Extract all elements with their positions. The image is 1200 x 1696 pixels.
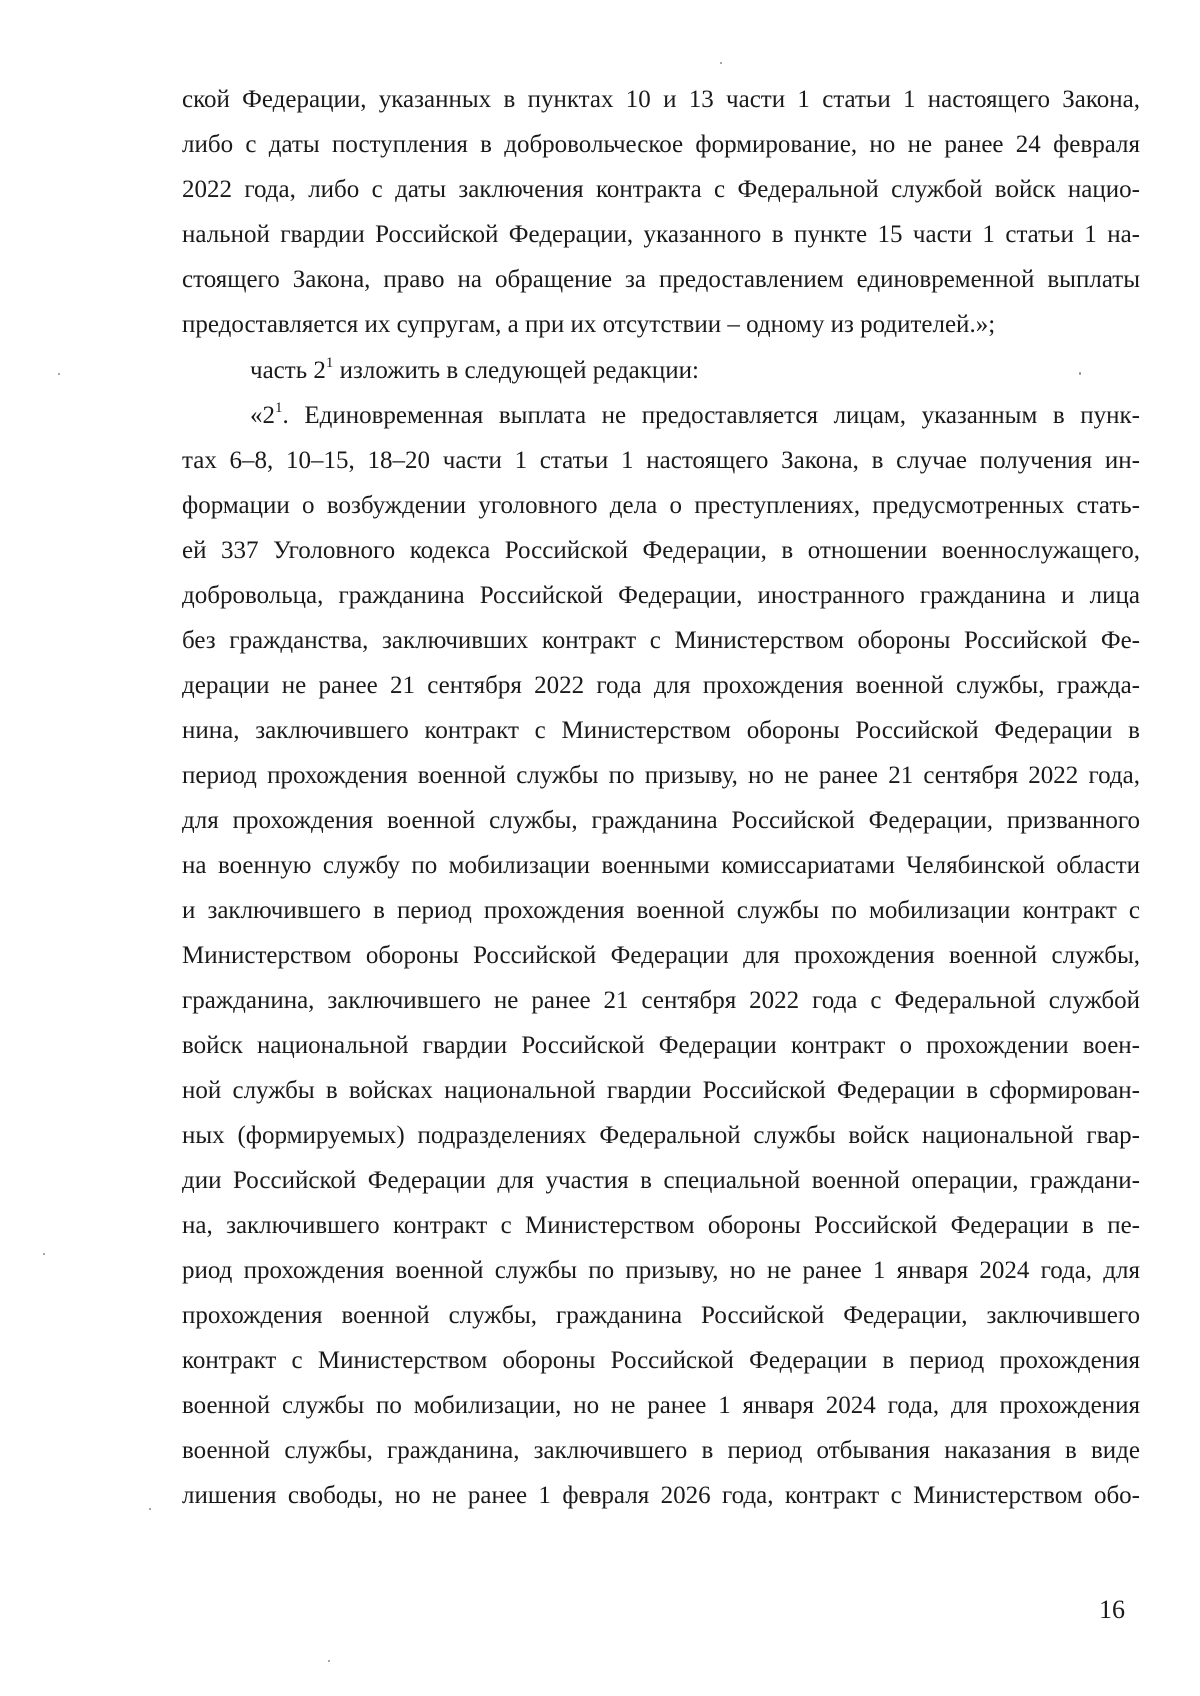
text-line: добровольца, гражданина Российской Федерации, иностранного гражданина и лица bbox=[182, 582, 1140, 609]
text-line: контракт с Министерством обороны Российской Федерации в период прохождения bbox=[182, 1347, 1140, 1374]
text-line: ской Федерации, указанных в пунктах 10 и 13 части 1 статьи 1 настоящего Закона, bbox=[182, 86, 1140, 113]
text-line: дерации не ранее 21 сентября 2022 года для прохождения военной службы, гражда- bbox=[182, 672, 1140, 699]
page-number: 16 bbox=[1099, 1595, 1125, 1624]
text-line: ной службы в войсках национальной гвардии Российской Федерации в сформирован- bbox=[182, 1077, 1140, 1104]
scan-speck bbox=[149, 1508, 151, 1510]
text-line: на военную службу по мобилизации военными комиссариатами Челябинской области bbox=[182, 852, 1140, 879]
text-line: гражданина, заключившего не ранее 21 сентября 2022 года с Федеральной службой bbox=[182, 987, 1140, 1014]
text-line: военной службы по мобилизации, но не ранее 1 января 2024 года, для прохождения bbox=[182, 1392, 1140, 1419]
scan-speck bbox=[720, 62, 722, 64]
text-line: тах 6–8, 10–15, 18–20 части 1 статьи 1 настоящего Закона, в случае получения ин- bbox=[182, 447, 1140, 474]
superscript-index: 1 bbox=[325, 355, 334, 371]
scan-speck bbox=[328, 1660, 330, 1662]
text-line: лишения свободы, но не ранее 1 февраля 2026 года, контракт с Министерством обо- bbox=[182, 1482, 1140, 1509]
text-line: дии Российской Федерации для участия в специальной военной операции, граждани- bbox=[182, 1167, 1140, 1194]
text-line: риод прохождения военной службы по призыву, но не ранее 1 января 2024 года, для bbox=[182, 1257, 1140, 1284]
text-line: прохождения военной службы, гражданина Российской Федерации, заключившего bbox=[182, 1302, 1140, 1329]
text-line: на, заключившего контракт с Министерством обороны Российской Федерации в пе- bbox=[182, 1212, 1140, 1239]
text-line: 2022 года, либо с даты заключения контракта с Федеральной службой войск нацио- bbox=[182, 176, 1140, 203]
superscript-index: 1 bbox=[275, 400, 283, 416]
scan-speck bbox=[58, 373, 60, 375]
text-line: Министерством обороны Российской Федерации для прохождения военной службы, bbox=[182, 942, 1140, 969]
text-line: нальной гвардии Российской Федерации, указанного в пункте 15 части 1 статьи 1 на- bbox=[182, 221, 1140, 248]
amendment-text-start: часть 2 bbox=[250, 357, 326, 384]
text-line: стоящего Закона, право на обращение за предоставлением единовременной выплаты bbox=[182, 266, 1140, 293]
scan-speck bbox=[43, 1253, 45, 1255]
quoted-paragraph-start bbox=[250, 401, 1140, 431]
text-line: и заключившего в период прохождения военной службы по мобилизации контракт с bbox=[182, 897, 1140, 924]
text-line: для прохождения военной службы, гражданина Российской Федерации, призванного bbox=[182, 807, 1140, 834]
text-line: военной службы, гражданина, заключившего в период отбывания наказания в виде bbox=[182, 1437, 1140, 1464]
amendment-instruction bbox=[250, 356, 1140, 386]
text-line: формации о возбуждении уголовного дела о преступлениях, предусмотренных стать- bbox=[182, 492, 1140, 519]
text-line: период прохождения военной службы по призыву, но не ранее 21 сентября 2022 года, bbox=[182, 762, 1140, 789]
scan-speck bbox=[1079, 372, 1081, 375]
quote-text-start: «2 bbox=[250, 402, 275, 429]
text-line: ных (формируемых) подразделениях Федеральной службы войск национальной гвар- bbox=[182, 1122, 1140, 1149]
text-line: либо с даты поступления в добровольческое формирование, но не ранее 24 февраля bbox=[182, 131, 1140, 158]
text-line: ей 337 Уголовного кодекса Российской Федерации, в отношении военнослужащего, bbox=[182, 537, 1140, 564]
text-line: войск национальной гвардии Российской Федерации контракт о прохождении воен- bbox=[182, 1032, 1140, 1059]
quote-text-end: . Единовременная выплата не предоставляется лицам, указанным в пунк- bbox=[282, 402, 1140, 429]
text-line: предоставляется их супругам, а при их отсутствии – одному из родителей.»; bbox=[182, 311, 996, 338]
amendment-text-end: изложить в следующей редакции: bbox=[333, 357, 700, 384]
text-line: нина, заключившего контракт с Министерством обороны Российской Федерации в bbox=[182, 717, 1140, 744]
text-line: без гражданства, заключивших контракт с Министерством обороны Российской Фе- bbox=[182, 627, 1140, 654]
